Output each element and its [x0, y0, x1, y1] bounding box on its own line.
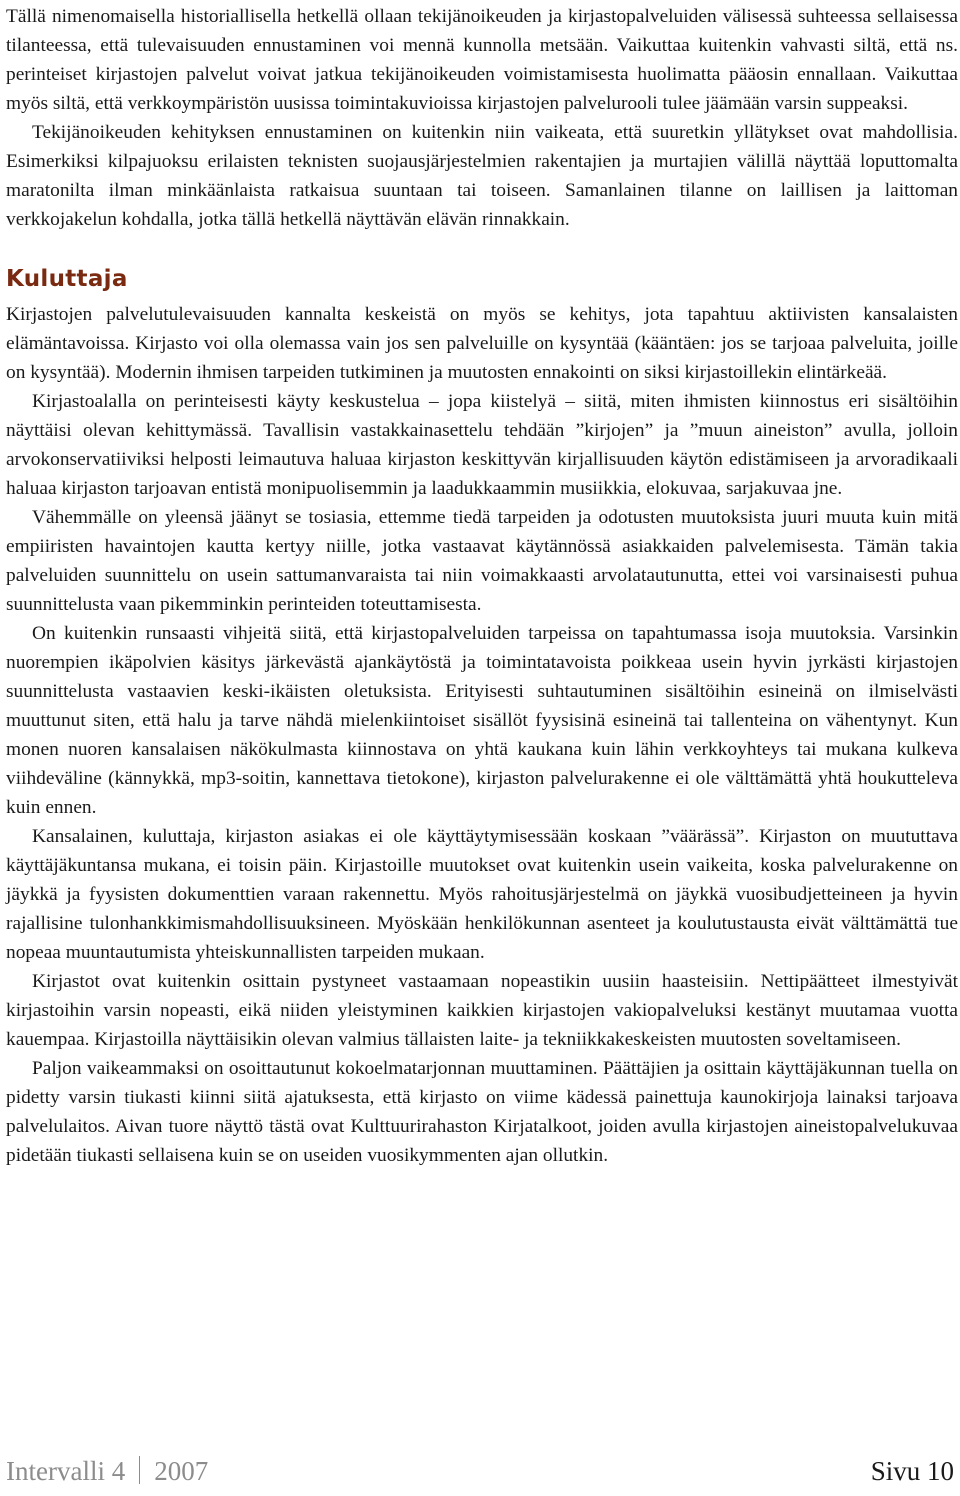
- article-body: [6, 0, 958, 1170]
- publication-name: Intervalli 4: [6, 1456, 126, 1486]
- paragraph: Kirjastoalalla on perinteisesti käyty keskustelua – jopa kiistelyä – siitä, miten ihmisten kiinnostus eri sisältöihin näyttäisi olevan kehittymässä. Tavallisin vastakkainasettelu tehdään ”kirjojen” ja ”muun aineiston” avulla, jolloin arvokonservatiiviksi helposti leimautuva haluaa kirjaston keskittyvän kirjallisuuden käytön edistämiseen ja arvoradikaali haluaa kirjaston tarjoavan entistä monipuolisemmin ja laadukkaammin musiikkia, elokuvaa, sarjakuvaa jne.: [6, 391, 958, 499]
- footer-divider: [139, 1456, 140, 1484]
- section-heading: Kuluttaja: [6, 266, 128, 292]
- paragraph: Kansalainen, kuluttaja, kirjaston asiakas ei ole käyttäytymisessään koskaan ”väärässä”. Kirjaston on muututtava käyttäjäkuntansa mukana, ei toisin päin. Kirjastoille muutokset ovat kuitenkin usein vaikeita, koska palvelurakenne on jäykkä ja fyysisten dokumenttien varaan rakennettu. Myös rahoitusjärjestelmä on jäykkä vuosibudjetteineen ja hyvin rajallisine tulonhankkimismahdollisuuksineen. Myöskään henkilökunnan asenteet ja koulutustausta eivät välttämättä tue nopeaa muuntautumista yhteiskunnallisten tarpeiden mukaan.: [6, 826, 958, 963]
- page-footer: [6, 1456, 954, 1490]
- paragraph: Vähemmälle on yleensä jäänyt se tosiasia, ettemme tiedä tarpeiden ja odotusten muutoksista juuri muuta kuin mitä empiiristen havaintojen kautta kertyy niille, jotka vastaavat käytännössä asiakkaiden palvelemisesta. Tämän takia palveluiden suunnittelu on usein sattumanvaraista tai niin voimakkaasti arvolatautunutta, ettei voi varsinaisesti puhua suunnittelusta vaan pikemminkin perinteiden toteuttamisesta.: [6, 507, 958, 615]
- page-number: Sivu 10: [870, 1456, 954, 1486]
- publication-year: 2007: [154, 1456, 209, 1486]
- paragraph: Kirjastot ovat kuitenkin osittain pystyneet vastaamaan nopeastikin uusiin haasteisiin. Nettipäätteet ilmestyivät kirjastoihin varsin nopeasti, eikä niiden yleistyminen kaikkien kirjastojen vakiopalveluksi kestänyt muutamaa vuotta kauempaa. Kirjastoilla näyttäisikin olevan valmius tällaisten laite- ja tekniikkakeskeisten muutosten soveltamiseen.: [6, 971, 958, 1050]
- paragraph: Tällä nimenomaisella historiallisella hetkellä ollaan tekijänoikeuden ja kirjastopalveluiden välisessä suhteessa sellaisessa tilanteessa, että tulevaisuuden ennustaminen voi mennä kunnolla metsään. Vaikuttaa kuitenkin vahvasti siltä, että ns. perinteiset kirjastojen palvelut voivat jatkua tekijänoikeuden voimistamisesta huolimatta pääosin ennallaan. Vaikuttaa myös siltä, että verkkoympäristön uusissa toimintakuvioissa kirjastojen palvelurooli tulee jäämään varsin suppeaksi.: [6, 6, 958, 114]
- paragraph: On kuitenkin runsaasti vihjeitä siitä, että kirjastopalveluiden tarpeissa on tapahtumassa isoja muutoksia. Varsinkin nuorempien ikäpolvien käsitys järkevästä ajankäytöstä ja toimintatavoista poikkeaa usein hyvin jyrkästi kirjastojen suunnittelusta vastaavien keski-ikäisten oletuksista. Erityisesti suhtautuminen sisältöihin esineinä on ilmiselvästi muuttunut siten, että halu ja tarve nähdä mielenkiintoiset sisällöt fyysisinä esineinä tai tallenteina on vähentynyt. Kun monen nuoren kansalaisen näkökulmasta kiinnostava on yhtä kaukana kuin lähin verkkoyhteys tai mukana kulkeva viihdeväline (kännykkä, mp3-soitin, kannettava tietokone), kirjaston palvelurakenne ei ole välttämättä yhtä houkutteleva kuin ennen.: [6, 623, 958, 818]
- footer-publication: [6, 1456, 208, 1487]
- paragraph: Kirjastojen palvelutulevaisuuden kannalta keskeistä on myös se kehitys, jota tapahtuu aktiivisten kansalaisten elämäntavoissa. Kirjasto voi olla olemassa vain jos sen palveluille on kysyntää (kääntäen: jos se tarjoaa palveluita, joille on kysyntää). Modernin ihmisen tarpeiden tutkiminen ja muutosten ennakointi on siksi kirjastoillekin elintärkeää.: [6, 304, 958, 383]
- paragraph: Tekijänoikeuden kehityksen ennustaminen on kuitenkin niin vaikeata, että suuretkin yllätykset ovat mahdollisia. Esimerkiksi kilpajuoksu erilaisten teknisten suojausjärjestelmien rakentajien ja murtajien välillä näyttää loputtomalta maratonilta ilman minkäänlaista ratkaisua suuntaan tai toiseen. Samanlainen tilanne on laillisen ja laittoman verkkojakelun kohdalla, jotka tällä hetkellä näyttävän elävän rinnakkain.: [6, 122, 958, 230]
- paragraph: Paljon vaikeammaksi on osoittautunut kokoelmatarjonnan muuttaminen. Päättäjien ja osittain käyttäjäkunnan tuella on pidetty varsin tiukasti kiinni siitä ajatuksesta, että kirjasto on viime kädessä painettuja kaunokirjoja lainaksi tarjoava palvelulaitos. Aivan tuore näyttö tästä ovat Kulttuurirahaston Kirjatalkoot, joiden avulla kirjastojen aineistopalvelukuvaa pidetään tiukasti sellaisena kuin se on useiden vuosikymmenten ajan ollutkin.: [6, 1058, 958, 1166]
